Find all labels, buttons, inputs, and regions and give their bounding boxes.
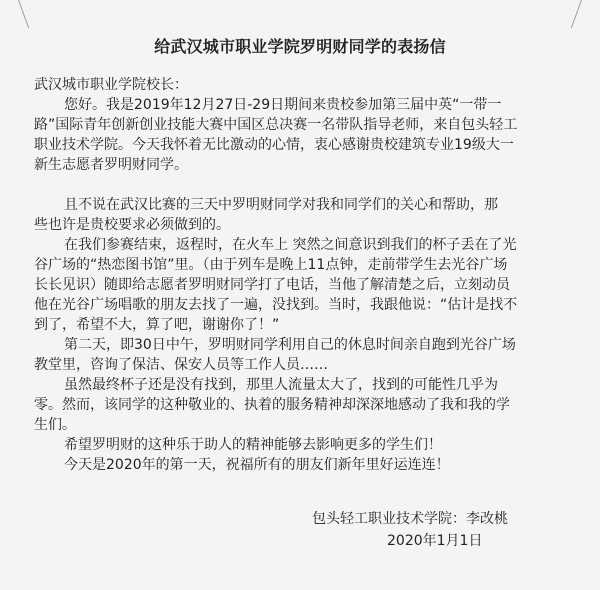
salutation: 武汉城市职业学院校长： — [34, 77, 188, 93]
p1-line4: 新生志愿者罗明财同学。 — [34, 157, 188, 173]
p1-line2: 路”国际青年创新创业技能大赛中国区总决赛一名带队指导老师，来自包头轻工 — [34, 117, 518, 133]
p2-line2: 些也许是贵校要求必须做到的。 — [34, 217, 230, 233]
page-fold-left — [0, 0, 29, 28]
paragraph-gap — [34, 175, 584, 195]
p5-line2: 零。然而，该同学的这种敬业的、执着的服务精神却深深地感动了我和我的学 — [34, 397, 510, 413]
p1-line1: 您好。我是2019年12月27日-29日期间来贵校参加第三届中英“一带一 — [64, 97, 502, 113]
p5-line3: 生们。 — [34, 417, 76, 433]
page-fold-right — [571, 0, 600, 28]
p4-line2: 教堂里，咨询了保洁、保安人员等工作人员…… — [34, 357, 328, 373]
p3-line1: 在我们参赛结束，返程时，在火车上 突然之间意识到我们的杯子丢在了光 — [64, 237, 517, 253]
p3-line4: 他在光谷广场唱歌的朋友去找了一遍，没找到。当时，我跟他说：“估计是找不 — [34, 297, 518, 313]
p3-line5: 到了，希望不大，算了吧，谢谢你了！” — [34, 317, 280, 333]
letter-title: 给武汉城市职业学院罗明财同学的表扬信 — [154, 37, 446, 56]
letter-body — [34, 75, 584, 475]
p1-line3: 职业技术学院。今天我怀着无比激动的心情，衷心感谢贵校建筑专业19级大一 — [34, 137, 514, 153]
p6-line1: 希望罗明财的这种乐于助人的精神能够去影响更多的学生们！ — [64, 437, 442, 453]
p3-line3: 长长见识）随即给志愿者罗明财同学打了电话，当他了解清楚之后，立刻动员 — [34, 277, 510, 293]
p2-line1: 且不说在武汉比赛的三天中罗明财同学对我和同学们的关心和帮助，那 — [64, 197, 498, 213]
p4-line1: 第二天，即30日中午，罗明财同学利用自己的休息时间亲自跑到光谷广场 — [64, 337, 516, 353]
p7-line1: 今天是2020年的第一天，祝福所有的朋友们新年里好运连连！ — [64, 457, 450, 473]
p5-line1: 虽然最终杯子还是没有找到，那里人流量太大了，找到的可能性几乎为 — [64, 377, 498, 393]
signature: 包头轻工职业技术学院：李改桃 — [312, 511, 508, 527]
p3-line2: 谷广场的“热恋图书馆”里。（由于列车是晚上11点钟，走前带学生去光谷广场 — [34, 257, 508, 273]
date: 2020年1月1日 — [387, 533, 483, 549]
